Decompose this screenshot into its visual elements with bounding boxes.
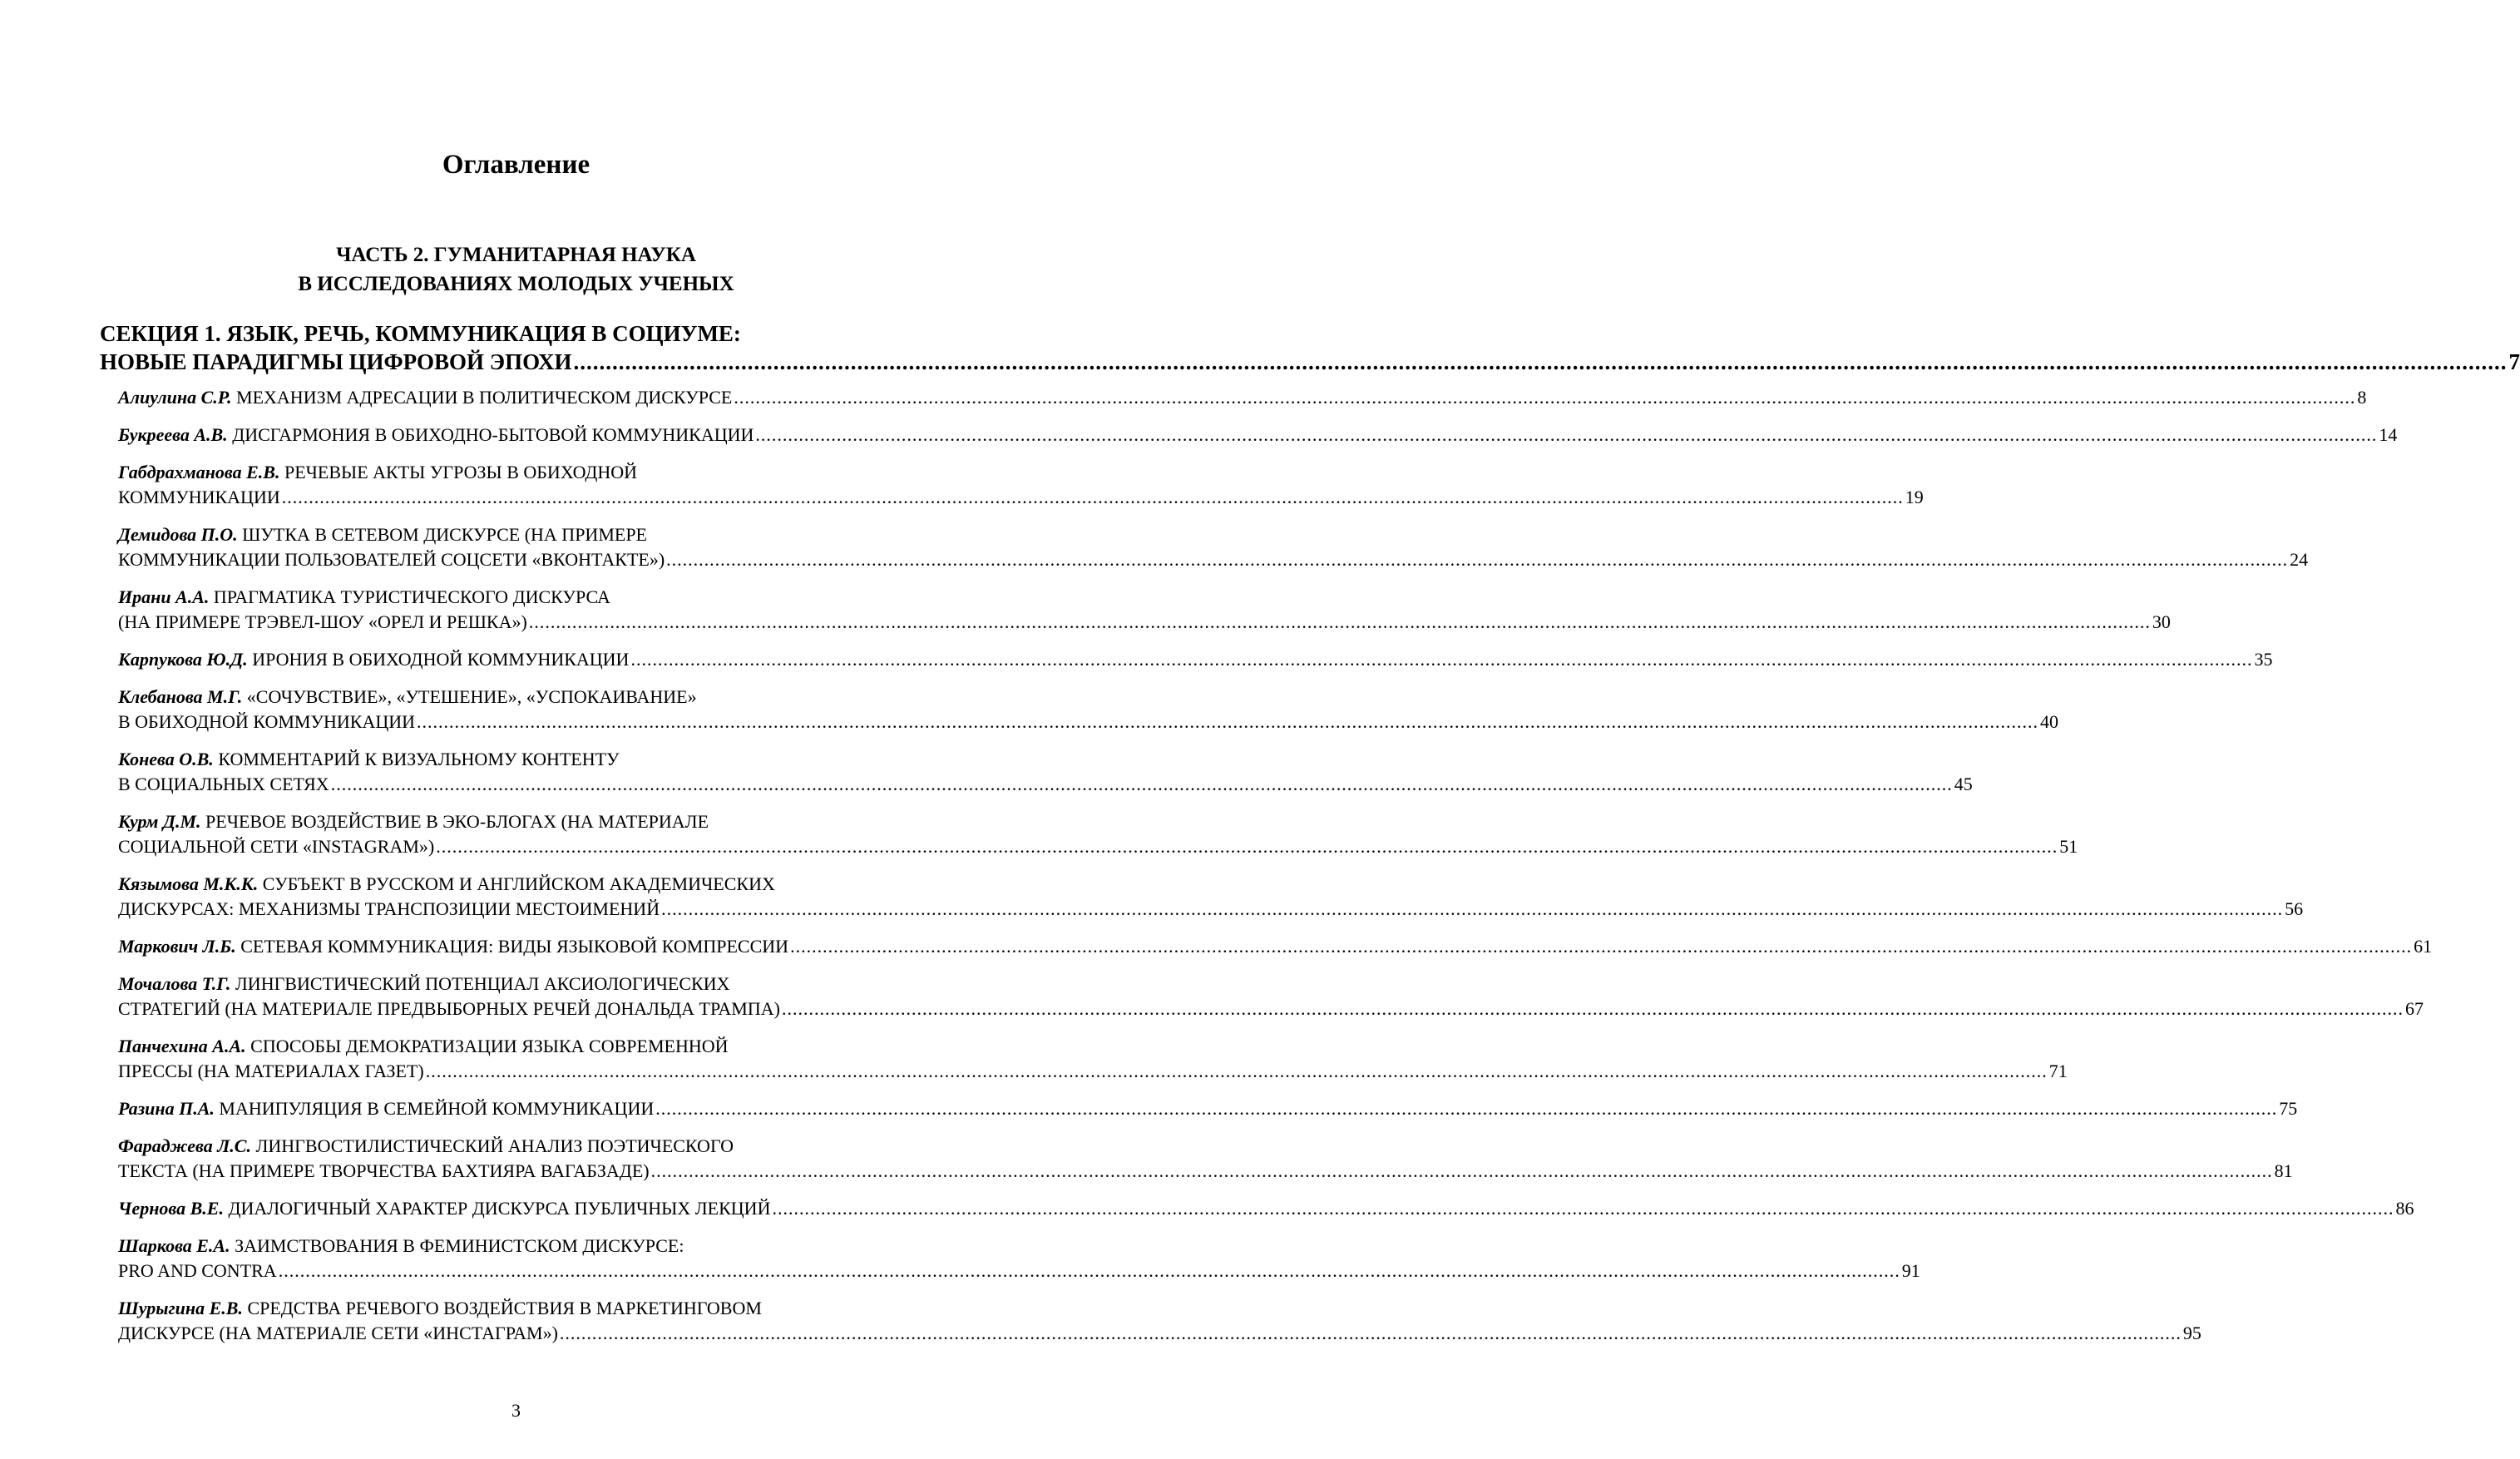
- toc-entry-author: Кязымова М.К.К.: [118, 873, 259, 894]
- dot-leader: ............................................................................................................................................................................................................................................................................................................: [661, 898, 2284, 919]
- toc-entry-line: [118, 1059, 2068, 1084]
- toc-entry-author: Карпукова Ю.Д.: [118, 649, 248, 670]
- dot-leader: ............................................................................................................................................................................................................................................................................................................: [781, 998, 2404, 1019]
- toc-entry[interactable]: [118, 747, 1973, 797]
- toc-entry-line: [118, 972, 939, 997]
- dot-leader: ............................................................................................................................................................................................................................................................................................................: [772, 1198, 2394, 1219]
- toc-entry-page-number: 81: [2274, 1160, 2293, 1181]
- toc-entry-author: Чернова В.Е.: [118, 1198, 224, 1219]
- toc-entry-line: [118, 385, 2367, 410]
- toc-entry-heading: [118, 586, 610, 607]
- toc-entry-line: [118, 1321, 2201, 1346]
- toc-entry[interactable]: [118, 1234, 1920, 1283]
- toc-entry-title-continued: КОММУНИКАЦИИ: [118, 487, 280, 507]
- toc-entry-author: Фараджева Л.С.: [118, 1135, 251, 1156]
- toc-entry-author: Шаркова Е.А.: [118, 1235, 230, 1256]
- dot-leader: ............................................................................................................................................................................................................................................................................................................: [655, 1098, 2278, 1119]
- part-heading: [0, 240, 1032, 299]
- dot-leader: ............................................................................................................................................................................................................................................................................................................: [330, 774, 1953, 794]
- toc-entry-title-continued: КОММУНИКАЦИИ ПОЛЬЗОВАТЕЛЕЙ СОЦСЕТИ «ВКОНТАКТЕ»): [118, 549, 665, 570]
- toc-entry-line: [118, 997, 2424, 1021]
- toc-entry-page-number: 14: [2379, 424, 2398, 445]
- toc-entry-heading: [118, 873, 775, 894]
- toc-entry-line: [118, 834, 2078, 859]
- toc-entry-author: Клебанова М.Г.: [118, 686, 243, 707]
- section-page-number: 7: [2508, 349, 2520, 374]
- toc-entry-title: ИРОНИЯ В ОБИХОДНОЙ КОММУНИКАЦИИ: [252, 649, 630, 670]
- toc-entry-title: СЕТЕВАЯ КОММУНИКАЦИЯ: ВИДЫ ЯЗЫКОВОЙ КОМПРЕССИИ: [240, 936, 789, 957]
- toc-entry-page-number: 75: [2279, 1098, 2298, 1119]
- toc-entry-heading: [118, 686, 697, 707]
- toc-entry-line: [118, 1034, 939, 1059]
- toc-entry[interactable]: [118, 809, 2078, 859]
- section-heading-text: НОВЫЕ ПАРАДИГМЫ ЦИФРОВОЙ ЭПОХИ: [100, 349, 572, 374]
- toc-entry-author: Разина П.А.: [118, 1098, 215, 1119]
- toc-entry-line: [118, 1296, 939, 1321]
- toc-entry-line: [118, 1096, 2298, 1121]
- toc-entry-title: РЕЧЕВОЕ ВОЗДЕЙСТВИЕ В ЭКО-БЛОГАХ (НА МАТЕРИАЛЕ: [205, 811, 709, 832]
- toc-entry-page-number: 95: [2182, 1323, 2201, 1343]
- toc-entry-title: КОММЕНТАРИЙ К ВИЗУАЛЬНОМУ КОНТЕНТУ: [218, 749, 620, 769]
- toc-entry-line: [118, 1159, 2293, 1184]
- toc-entry-line: [118, 585, 939, 610]
- dot-leader: ............................................................................................................................................................................................................................................................................................................: [425, 1061, 2048, 1081]
- dot-leader: ............................................................................................................................................................................................................................................................................................................: [630, 649, 2253, 670]
- dot-leader: ............................................................................................................................................................................................................................................................................................................: [734, 387, 2356, 408]
- toc-entry-page-number: 40: [2040, 711, 2059, 732]
- toc-entry-line: [118, 710, 2059, 734]
- toc-entry[interactable]: [118, 1034, 2068, 1084]
- toc-entry-title-continued: В СОЦИАЛЬНЫХ СЕТЯХ: [118, 774, 329, 794]
- toc-entry-title: ДИСГАРМОНИЯ В ОБИХОДНО-БЫТОВОЙ КОММУНИКАЦИИ: [232, 424, 754, 445]
- toc-entry[interactable]: [118, 460, 1924, 510]
- toc-entry[interactable]: [118, 423, 2398, 448]
- toc-entry-page-number: 35: [2254, 649, 2273, 670]
- toc-entry-title-continued: СТРАТЕГИЙ (НА МАТЕРИАЛЕ ПРЕДВЫБОРНЫХ РЕЧЕЙ ДОНАЛЬДА ТРАМПА): [118, 998, 780, 1019]
- toc-entry-line: [118, 547, 2309, 572]
- toc-entry-heading: [118, 1135, 734, 1156]
- toc-entry-page-number: 19: [1905, 487, 1924, 507]
- toc-entry-heading: [118, 1096, 654, 1121]
- toc-entry-title: ЗАИМСТВОВАНИЯ В ФЕМИНИСТСКОМ ДИСКУРСЕ:: [235, 1235, 684, 1256]
- toc-entry-author: Панчехина А.А.: [118, 1036, 246, 1056]
- toc-entry-line: [118, 772, 1973, 797]
- toc-entry-heading: [118, 1235, 684, 1256]
- toc-entry-line: [118, 460, 939, 485]
- toc-entry-title: ЛИНГВИСТИЧЕСКИЙ ПОТЕНЦИАЛ АКСИОЛОГИЧЕСКИХ: [235, 973, 730, 994]
- toc-entry-author: Букреева А.В.: [118, 424, 228, 445]
- toc-entry-title: МАНИПУЛЯЦИЯ В СЕМЕЙНОЙ КОММУНИКАЦИИ: [219, 1098, 655, 1119]
- toc-entry-author: Курм Д.М.: [118, 811, 201, 832]
- toc-entry-author: Маркович Л.Б.: [118, 936, 236, 957]
- toc-entry-title: ЛИНГВОСТИЛИСТИЧЕСКИЙ АНАЛИЗ ПОЭТИЧЕСКОГО: [255, 1135, 734, 1156]
- toc-entry-page-number: 86: [2395, 1198, 2414, 1219]
- section-heading[interactable]: [100, 319, 2520, 376]
- toc-entry-line: [118, 872, 939, 897]
- toc-entry-title: ШУТКА В СЕТЕВОМ ДИСКУРСЕ (НА ПРИМЕРЕ: [242, 524, 647, 545]
- toc-entry-line: [118, 610, 2171, 635]
- toc-entry-heading: [118, 462, 637, 482]
- toc-entry-line: [118, 647, 2273, 672]
- toc-entry-page-number: 24: [2290, 549, 2309, 570]
- toc-entry-page-number: 67: [2404, 998, 2424, 1019]
- dot-leader: ............................................................................................................................................................................................................................................................................................................: [573, 349, 2508, 374]
- dot-leader: ............................................................................................................................................................................................................................................................................................................: [436, 836, 2058, 857]
- toc-entry-title: ПРАГМАТИКА ТУРИСТИЧЕСКОГО ДИСКУРСА: [213, 586, 610, 607]
- toc-entry-title: СПОСОБЫ ДЕМОКРАТИЗАЦИИ ЯЗЫКА СОВРЕМЕННОЙ: [250, 1036, 729, 1056]
- toc-entry-line: [118, 747, 939, 772]
- toc-entry-author: Габдрахманова Е.В.: [118, 462, 280, 482]
- toc-entry-heading: [118, 1298, 762, 1318]
- toc-entry-title: «СОЧУВСТВИЕ», «УТЕШЕНИЕ», «УСПОКАИВАНИЕ»: [246, 686, 697, 707]
- dot-leader: ............................................................................................................................................................................................................................................................................................................: [528, 611, 2151, 632]
- dot-leader: ............................................................................................................................................................................................................................................................................................................: [790, 936, 2413, 957]
- toc-entry-title-continued: ПРЕССЫ (НА МАТЕРИАЛАХ ГАЗЕТ): [118, 1061, 424, 1081]
- toc-entry[interactable]: [118, 385, 2367, 410]
- toc-entry-title-continued: ДИСКУРСЕ (НА МАТЕРИАЛЕ СЕТИ «ИНСТАГРАМ»): [118, 1323, 558, 1343]
- toc-entry-heading: [118, 749, 620, 769]
- toc-entry[interactable]: [118, 647, 2273, 672]
- toc-entry-author: Ирани А.А.: [118, 586, 210, 607]
- toc-entry-line: [118, 809, 939, 834]
- toc-entry-line: [118, 685, 939, 710]
- toc-entry-title-continued: (НА ПРИМЕРЕ ТРЭВЕЛ-ШОУ «ОРЕЛ И РЕШКА»): [118, 611, 527, 632]
- toc-entry-author: Демидова П.О.: [118, 524, 238, 545]
- toc-entry[interactable]: [118, 585, 2171, 635]
- toc-entry[interactable]: [118, 972, 2424, 1021]
- toc-entry-title: РЕЧЕВЫЕ АКТЫ УГРОЗЫ В ОБИХОДНОЙ: [284, 462, 638, 482]
- toc-entry[interactable]: [118, 685, 2059, 734]
- toc-entry-heading: [118, 811, 709, 832]
- toc-entry-heading: [118, 423, 754, 448]
- toc-entry-line: [118, 1234, 939, 1259]
- dot-leader: ............................................................................................................................................................................................................................................................................................................: [281, 487, 1904, 507]
- toc-entry-line: [118, 897, 2304, 922]
- toc-entry-line: [118, 485, 1924, 510]
- toc-entry-heading: [118, 973, 730, 994]
- toc-entry[interactable]: [118, 1096, 2298, 1121]
- toc-entry[interactable]: [118, 1196, 2414, 1221]
- toc-entry-list: [118, 385, 2433, 1358]
- toc-entry-page-number: 61: [2414, 936, 2433, 957]
- toc-entry-page-number: 56: [2285, 898, 2304, 919]
- toc-entry-line: [118, 934, 2433, 959]
- toc-entry-heading: [118, 934, 788, 959]
- toc-entry-title-continued: PRO AND CONTRA: [118, 1260, 277, 1281]
- toc-entry[interactable]: [118, 522, 2309, 572]
- toc-entry-title-continued: СОЦИАЛЬНОЙ СЕТИ «INSTAGRAM»): [118, 836, 435, 857]
- toc-entry-author: Конева О.В.: [118, 749, 214, 769]
- toc-entry[interactable]: [118, 1296, 2201, 1346]
- toc-entry-heading: [118, 1196, 770, 1221]
- toc-entry-title: МЕХАНИЗМ АДРЕСАЦИИ В ПОЛИТИЧЕСКОМ ДИСКУРСЕ: [236, 387, 733, 408]
- dot-leader: ............................................................................................................................................................................................................................................................................................................: [755, 424, 2378, 445]
- toc-entry-line: [118, 1259, 1920, 1283]
- toc-entry-heading: [118, 385, 732, 410]
- toc-entry-page-number: 51: [2059, 836, 2078, 857]
- toc-entry-line: [118, 522, 939, 547]
- toc-entry[interactable]: [118, 934, 2433, 959]
- dot-leader: ............................................................................................................................................................................................................................................................................................................: [417, 711, 2039, 732]
- toc-entry-author: Мочалова Т.Г.: [118, 973, 231, 994]
- page-number: 3: [511, 1400, 521, 1421]
- toc-entry-author: Алиулина С.Р.: [118, 387, 232, 408]
- toc-entry-title-continued: ДИСКУРСАХ: МЕХАНИЗМЫ ТРАНСПОЗИЦИИ МЕСТОИМЕНИЙ: [118, 898, 660, 919]
- dot-leader: ............................................................................................................................................................................................................................................................................................................: [278, 1260, 1900, 1281]
- toc-entry[interactable]: [118, 1134, 2293, 1184]
- toc-entry-title: ДИАЛОГИЧНЫЙ ХАРАКТЕР ДИСКУРСА ПУБЛИЧНЫХ ЛЕКЦИЙ: [228, 1198, 771, 1219]
- toc-entry-page-number: 45: [1954, 774, 1973, 794]
- dot-leader: ............................................................................................................................................................................................................................................................................................................: [666, 549, 2289, 570]
- toc-entry-page-number: 30: [2152, 611, 2171, 632]
- toc-entry-title: СРЕДСТВА РЕЧЕВОГО ВОЗДЕЙСТВИЯ В МАРКЕТИНГОВОМ: [247, 1298, 762, 1318]
- toc-entry[interactable]: [118, 872, 2304, 922]
- toc-entry-author: Шурыгина Е.В.: [118, 1298, 243, 1318]
- toc-entry-line: [118, 423, 2398, 448]
- toc-entry-line: [118, 1196, 2414, 1221]
- part-heading-line1: ЧАСТЬ 2. ГУМАНИТАРНАЯ НАУКА: [336, 244, 696, 266]
- toc-entry-page-number: 91: [1901, 1260, 1920, 1281]
- section-heading-line2: [100, 348, 2520, 376]
- part-heading-line2: В ИССЛЕДОВАНИЯХ МОЛОДЫХ УЧЕНЫХ: [298, 273, 734, 295]
- toc-entry-title-continued: ТЕКСТА (НА ПРИМЕРЕ ТВОРЧЕСТВА БАХТИЯРА ВАГАБЗАДЕ): [118, 1160, 650, 1181]
- toc-entry-title-continued: В ОБИХОДНОЙ КОММУНИКАЦИИ: [118, 711, 416, 732]
- toc-entry-page-number: 71: [2048, 1061, 2068, 1081]
- toc-entry-title: СУБЪЕКТ В РУССКОМ И АНГЛИЙСКОМ АКАДЕМИЧЕСКИХ: [262, 873, 775, 894]
- toc-entry-line: [118, 1134, 939, 1159]
- page-title: Оглавление: [442, 150, 590, 180]
- dot-leader: ............................................................................................................................................................................................................................................................................................................: [650, 1160, 2273, 1181]
- toc-entry-heading: [118, 524, 647, 545]
- toc-entry-page-number: 8: [2357, 387, 2367, 408]
- dot-leader: ............................................................................................................................................................................................................................................................................................................: [559, 1323, 2182, 1343]
- toc-entry-heading: [118, 1036, 729, 1056]
- toc-entry-heading: [118, 647, 629, 672]
- section-heading-line1: СЕКЦИЯ 1. ЯЗЫК, РЕЧЬ, КОММУНИКАЦИЯ В СОЦИУМЕ:: [100, 321, 741, 346]
